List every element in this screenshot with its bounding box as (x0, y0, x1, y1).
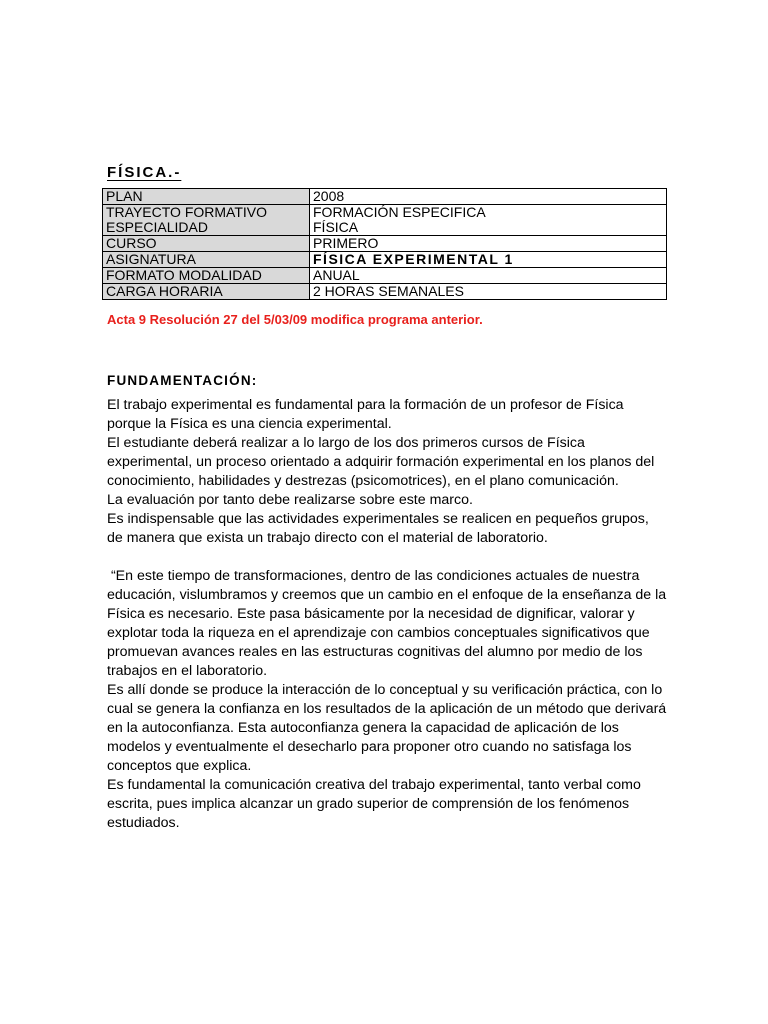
paragraph: Es fundamental la comunicación creativa del trabajo experimental, tanto verbal como escrita, pues implica alcanzar un grado superior de comprensión de los fenómenos estudiados. (107, 777, 641, 831)
table-key-cell: FORMATO MODALIDAD (103, 268, 310, 284)
paragraph: El trabajo experimental es fundamental para la formación de un profesor de Física porque la Física es una ciencia experimental. (107, 397, 624, 432)
paragraph: Es indispensable que las actividades experimentales se realicen en pequeños grupos, de manera que exista un trabajo directo con el material de laboratorio. (107, 511, 649, 546)
table-key-cell: CARGA HORARIA (103, 284, 310, 300)
table-value-cell: ANUAL (310, 268, 667, 284)
table-value-line: FORMACIÓN ESPECIFICA (313, 204, 486, 220)
table-value-line: FÍSICA (313, 219, 359, 235)
table-row (103, 205, 667, 236)
table-value-cell: 2 HORAS SEMANALES (310, 284, 667, 300)
paragraph: La evaluación por tanto debe realizarse sobre este marco. (107, 492, 473, 508)
paragraph: El estudiante deberá realizar a lo largo de los dos primeros cursos de Física experimental, un proceso orientado a adquirir formación experimental en los planos del conocimiento, habilidades y destrezas (psicomotrices), en el plano comunicación. (107, 435, 655, 489)
table-row (103, 189, 667, 205)
table-value-cell: 2008 (310, 189, 667, 205)
paragraph: Es allí donde se produce la interacción de lo conceptual y su verificación práctica, con lo cual se genera la confianza en los resultados de la aplicación de un método que derivará en la autoconfianza. Esta autoconfianza genera la capacidad de aplicación de los modelos y eventualmente el desecharlo para proponer otro cuando no satisfaga los conceptos que explica. (107, 682, 667, 774)
resolution-note: Acta 9 Resolución 27 del 5/03/09 modifica programa anterior. (107, 312, 483, 327)
course-info-table (102, 188, 667, 300)
paragraph: “En este tiempo de transformaciones, dentro de las condiciones actuales de nuestra educación, vislumbramos y creemos que un cambio en el enfoque de la enseñanza de la Física es necesario. Este pasa básicamente por la necesidad de dignificar, valorar y explotar toda la riqueza en el aprendizaje con cambios conceptuales significativos que promuevan avances reales en las estructuras cognitivas del alumno por medio de los trabajos en el laboratorio. (107, 568, 671, 679)
table-value-cell: FÍSICA EXPERIMENTAL 1 (310, 252, 667, 268)
section-heading: FUNDAMENTACIÓN: (107, 373, 258, 388)
table-row (103, 284, 667, 300)
table-row (103, 268, 667, 284)
table-key-cell (103, 205, 310, 236)
body-text (107, 396, 671, 833)
table-value-cell (310, 205, 667, 236)
table-row (103, 252, 667, 268)
table-row (103, 236, 667, 252)
paragraph-spacer (107, 548, 667, 567)
table-key-cell: ASIGNATURA (103, 252, 310, 268)
table-key-line: ESPECIALIDAD (106, 219, 208, 235)
table-key-cell: CURSO (103, 236, 310, 252)
table-value-cell: PRIMERO (310, 236, 667, 252)
document-title: FÍSICA.- (107, 164, 182, 181)
table-key-cell: PLAN (103, 189, 310, 205)
table-key-line: TRAYECTO FORMATIVO (106, 204, 268, 220)
